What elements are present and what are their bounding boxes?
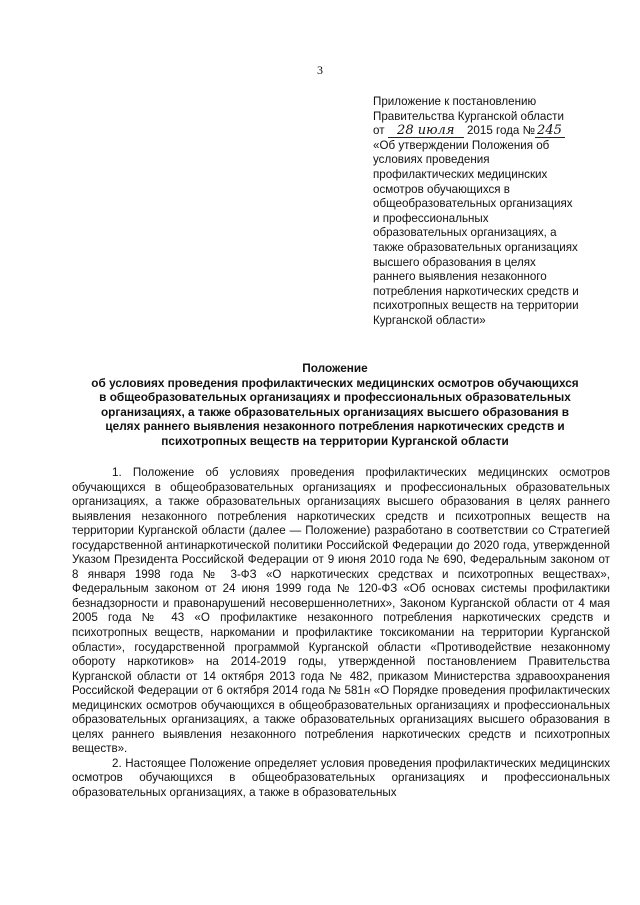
date-suffix: 2015 года № xyxy=(466,124,536,138)
appendix-subject-line: общеобразовательных организациях xyxy=(373,197,573,211)
page-number: 3 xyxy=(317,63,323,77)
document-subtitle-line: психотропных веществ на территории Курганской области xyxy=(161,433,509,448)
appendix-header xyxy=(373,95,613,329)
appendix-subject-line: осмотров обучающихся в xyxy=(373,182,510,196)
appendix-subject-line: психотропных веществ на территории xyxy=(373,299,579,313)
paragraph-2: 2. Настоящее Положение определяет условия проведения профилактических медицинских осмотров обучающихся в общеобразовательных организациях и профессиональных образовательных организациях, а также в образовательных xyxy=(72,756,610,800)
appendix-subject-line: также образовательных организациях xyxy=(373,240,578,254)
appendix-subject-line: Курганской области» xyxy=(373,313,486,327)
appendix-subject-line: высшего образования в целях xyxy=(373,255,536,269)
appendix-subject-line: условиях проведения xyxy=(373,153,490,167)
handwritten-number: 245 xyxy=(535,125,565,138)
appendix-line: Приложение к постановлению xyxy=(373,95,537,108)
appendix-subject-line: профилактических медицинских xyxy=(373,167,548,181)
appendix-date-line xyxy=(373,124,613,139)
handwritten-date: 28 июля xyxy=(388,125,464,138)
appendix-line: Правительства Курганской области xyxy=(373,109,564,123)
document-body xyxy=(72,466,610,801)
document-subtitle-line: в общеобразовательных организациях и профессиональных образовательных xyxy=(99,390,571,405)
appendix-subject-line: и профессиональных xyxy=(373,211,489,225)
appendix-subject-line: раннего выявления незаконного xyxy=(373,270,547,284)
document-title: Положение xyxy=(302,361,368,375)
document-subtitle-line: об условиях проведения профилактических медицинских осмотров обучающихся xyxy=(91,375,579,390)
document-subtitle-line: организациях, а также образовательных организациях высшего образования в xyxy=(100,404,570,419)
appendix-subject-line: «Об утверждении Положения об xyxy=(373,138,550,152)
paragraph-1: 1. Положение об условиях проведения профилактических медицинских осмотров обучающихся в общеобразовательных организациях и профессиональных образовательных организациях, а также образовательных организациях высшего образования в целях раннего выявления незаконного потребления наркотических средств и психотропных веществ на территории Курганской области (далее — Положение) разработано в соответствии со Стратегией государственной антинаркотической политики Российской Федерации до 2020 года, утвержденной Указом Президента Российской Федерации от 9 июня 2010 года № 690, Федеральным законом от 8 января 1998 года № 3-ФЗ «О наркотических средствах и психотропных веществах», Федеральным законом от 24 июня 1999 года № 120-ФЗ «Об основах системы профилактики безнадзорности и правонарушений несовершеннолетних», Законом Курганской области от 4 мая 2005 года № 43 «О профилактике незаконного потребления наркотических средств и психотропных веществ, наркомании и профилактике токсикомании на территории Курганской области», государственной программой Курганской области «Противодействие незаконному обороту наркотиков» на 2014-2019 годы, утвержденной постановлением Правительства Курганской области от 14 октября 2013 года № 482, приказом Министерства здравоохранения Российской Федерации от 6 октября 2014 года № 581н «О Порядке проведения профилактических медицинских осмотров обучающихся в общеобразовательных организациях и профессиональных образовательных организациях, а также образовательных организациях высшего образования в целях раннего выявления незаконного потребления наркотических средств и психотропных веществ». xyxy=(72,466,610,756)
appendix-subject-line: образовательных организациях, а xyxy=(373,226,557,240)
document-subtitle-line: целях раннего выявления незаконного потребления наркотических средств и xyxy=(105,419,565,434)
date-prefix: от xyxy=(373,124,385,138)
document-title-block xyxy=(55,361,615,449)
appendix-subject-line: потребления наркотических средств и xyxy=(373,284,579,298)
